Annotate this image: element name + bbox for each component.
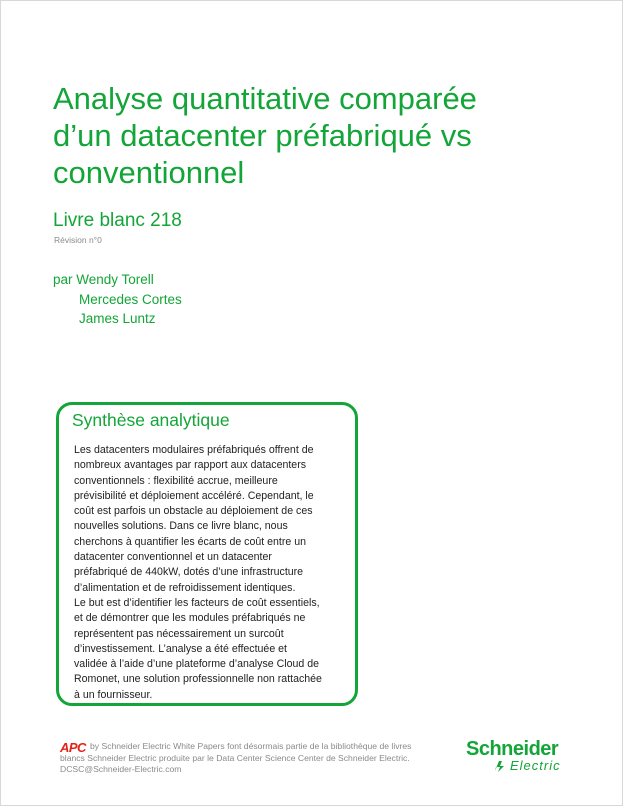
footer-line: blancs Schneider Electric produite par le Data Center Science Center de Schneider Electric. [60,752,410,763]
summary-line: Le but est d’identifier les facteurs de coût essentiels, [74,596,320,609]
title-line: conventionnel [53,155,245,190]
executive-summary-text [74,443,350,703]
summary-line: coût est parfois un obstacle au déploiement de ces [74,505,313,518]
summary-line: Les datacenters modulaires préfabriqués offrent de [74,444,314,456]
revision-label: Révision n°0 [54,235,102,245]
apc-logo: APC [60,740,86,755]
footer-email: DCSC@Schneider-Electric.com [60,764,182,775]
author-first: par Wendy Torell [53,272,154,287]
summary-line: nouvelles solutions. Dans ce livre blanc, nous [74,520,288,533]
document-title [53,80,573,191]
summary-line: conventionnels : flexibilité accrue, meilleure [74,474,278,487]
title-line: d’un datacenter préfabriqué vs [53,118,472,153]
summary-line: à un fournisseur. [74,688,153,701]
summary-line: nombreux avantages par rapport aux datacenters [74,459,307,472]
summary-line: d’alimentation et de refroidissement identiques. [74,581,296,594]
summary-line: Romonet, une solution professionnelle non rattachée [74,673,322,686]
summary-line: prévisibilité et déploiement accéléré. Cependant, le [74,489,314,502]
executive-summary-title: Synthèse analytique [72,410,230,430]
schneider-electric-logo [466,738,586,773]
summary-line: représentent pas nécessairement un surcoût [74,627,284,640]
author-third: James Luntz [79,311,156,326]
footer-line: by Schneider Electric White Papers font désormais partie de la bibliothèque de livres [90,741,412,751]
summary-line: cherchons à quantifier les écarts de coût entre un [74,535,307,548]
lifeis-on-icon [492,759,508,773]
footer-note [60,741,460,776]
summary-line: préfabriqué de 440kW, dotés d’une infrastructure [74,566,304,579]
brand-name: Schneider [466,738,559,760]
title-line: Analyse quantitative comparée [53,81,477,116]
brand-sub-text: Electric [510,758,561,773]
brand-sub [466,758,586,773]
author-second: Mercedes Cortes [79,291,182,307]
summary-line: datacenter conventionnel et un datacenter [74,551,272,564]
summary-line: d’investissement. L’analyse a été effectuée et [74,642,287,655]
summary-line: validée à l’aide d’une plateforme d’analyse Cloud de [74,658,319,671]
author-list [53,270,182,329]
white-paper-label: Livre blanc 218 [53,210,182,231]
summary-line: et de démontrer que les modules préfabriqués ne [74,612,306,625]
